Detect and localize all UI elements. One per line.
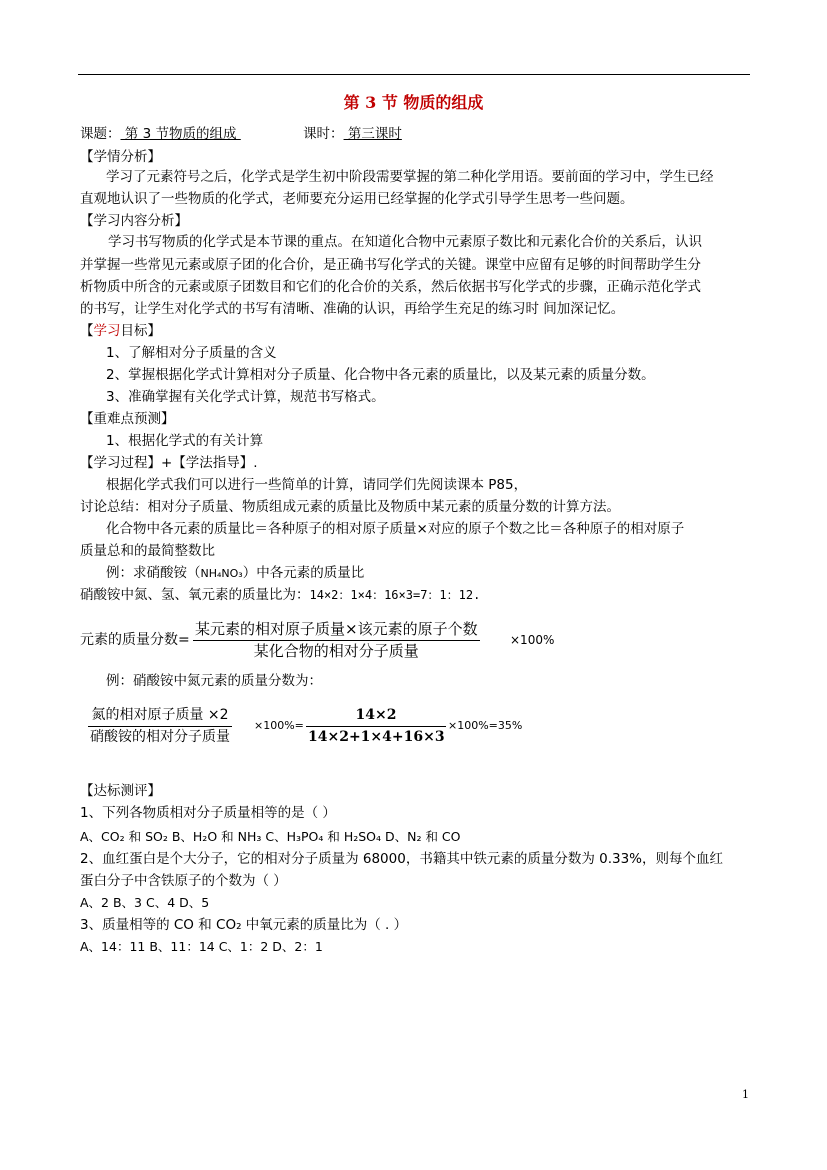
paragraph-line: 直观地认识了一些物质的化学式，老师要充分运用已经掌握的化学式引导学生思考一些问题。	[80, 191, 634, 207]
formula-tail: ×100%	[510, 633, 555, 647]
period-value: 第三课时	[343, 126, 402, 142]
example-line: 例：硝酸铵中氮元素的质量分数为：	[106, 673, 322, 689]
list-item: 3、准确掌握有关化学式计算，规范书写格式。	[106, 389, 385, 405]
paragraph-line: 的书写，让学生对化学式的书写有清晰、准确的认识，再给学生充足的练习时 间加深记忆。	[80, 301, 625, 317]
paragraph-line: 学习书写物质的化学式是本节课的重点。在知道化合物中元素原子数比和元素化合价的关系后，认识	[108, 234, 702, 250]
answer-calc: 14×2：1×4：16×3=7：1：12.	[309, 588, 481, 602]
formula-label: 元素的质量分数=	[80, 632, 190, 648]
section-heading	[80, 321, 161, 341]
paragraph-line: 析物质中所含的元素或原子团数目和它们的化合价的关系，然后依据书写化学式的步骤，正确示范化学式	[80, 279, 701, 295]
example-text: 例：求硝酸铵（	[106, 565, 201, 581]
formula-mid: ×100%=	[254, 719, 304, 732]
page-title: 第 3 节 物质的组成	[343, 93, 484, 112]
paragraph-line: 根据化学式我们可以进行一些简单的计算，请同学们先阅读课本 P85，	[106, 477, 528, 493]
section-heading: 【学情分析】	[80, 149, 161, 165]
list-item: 1、了解相对分子质量的含义	[106, 345, 277, 361]
meta-line	[80, 124, 402, 144]
question-options: A、CO₂ 和 SO₂ B、H₂O 和 NH₃ C、H₃PO₄ 和 H₂SO₄ D、N₂ 和 CO	[80, 829, 461, 844]
list-item: 1、根据化学式的有关计算	[106, 433, 264, 449]
paragraph-line: 质量总和的最简整数比	[80, 543, 215, 559]
formula-denominator: 硝酸铵的相对分子质量	[88, 726, 232, 748]
nitrogen-fraction-formula	[88, 705, 232, 748]
page-number: 1	[742, 1088, 749, 1101]
heading-rest: 目标】	[120, 323, 161, 339]
bracket: 【	[80, 323, 94, 339]
question: 1、下列各物质相对分子质量相等的是（ ）	[80, 805, 336, 821]
question: 3、质量相等的 CO 和 CO₂ 中氧元素的质量比为（ . ）	[80, 917, 408, 933]
paragraph-line: 学习了元素符号之后，化学式是学生初中阶段需要掌握的第二种化学用语。要前面的学习中，学生已经	[106, 169, 714, 185]
section-heading: 【达标测评】	[80, 783, 161, 799]
example-line	[106, 563, 364, 584]
period-label: 课时：	[303, 126, 344, 142]
section-heading: 【重难点预测】	[80, 411, 175, 427]
example-text: ）中各元素的质量比	[242, 565, 365, 581]
chemical-formula: NH₄NO₃	[200, 567, 243, 580]
formula-numerator: 氮的相对原子质量 ×2	[91, 707, 229, 723]
nitrogen-fraction-values	[306, 705, 446, 748]
formula-numerator: 14×2	[355, 707, 397, 723]
topic-value: 第 3 节物质的组成	[120, 126, 241, 142]
answer-line	[80, 585, 480, 605]
question-options: A、14：11 B、11：14 C、1：2 D、2：1	[80, 939, 323, 954]
list-item: 2、掌握根据化学式计算相对分子质量、化合物中各元素的质量比，以及某元素的质量分数。	[106, 367, 655, 383]
heading-highlight: 学习	[93, 323, 121, 339]
paragraph-line: 讨论总结：相对分子质量、物质组成元素的质量比及物质中某元素的质量分数的计算方法。	[80, 499, 620, 515]
question: 2、血红蛋白是个大分子，它的相对分子质量为 68000，书籍其中铁元素的质量分数为 0.33%，则每个血红	[80, 851, 724, 867]
topic-label: 课题：	[80, 126, 121, 142]
mass-fraction-formula	[193, 619, 480, 662]
formula-denominator: 14×2+1×4+16×3	[306, 726, 446, 748]
section-heading: 【学习过程】+【学法指导】.	[80, 455, 258, 471]
paragraph-line: 并掌握一些常见元素或原子团的化合价，是正确书写化学式的关键。课堂中应留有足够的时间帮助学生分	[80, 257, 701, 273]
answer-text: 硝酸铵中氮、氢、氧元素的质量比为：	[80, 587, 310, 603]
formula-numerator: 某元素的相对原子质量×该元素的原子个数	[195, 620, 478, 638]
formula-tail: ×100%=35%	[448, 719, 523, 732]
question-options: A、2 B、3 C、4 D、5	[80, 895, 210, 910]
formula-denominator: 某化合物的相对分子质量	[193, 640, 480, 662]
question: 蛋白分子中含铁原子的个数为（ ）	[80, 873, 287, 889]
header-rule	[78, 74, 750, 75]
paragraph-line: 化合物中各元素的质量比＝各种原子的相对原子质量×对应的原子个数之比＝各种原子的相对原子	[106, 521, 685, 537]
section-heading: 【学习内容分析】	[80, 213, 188, 229]
